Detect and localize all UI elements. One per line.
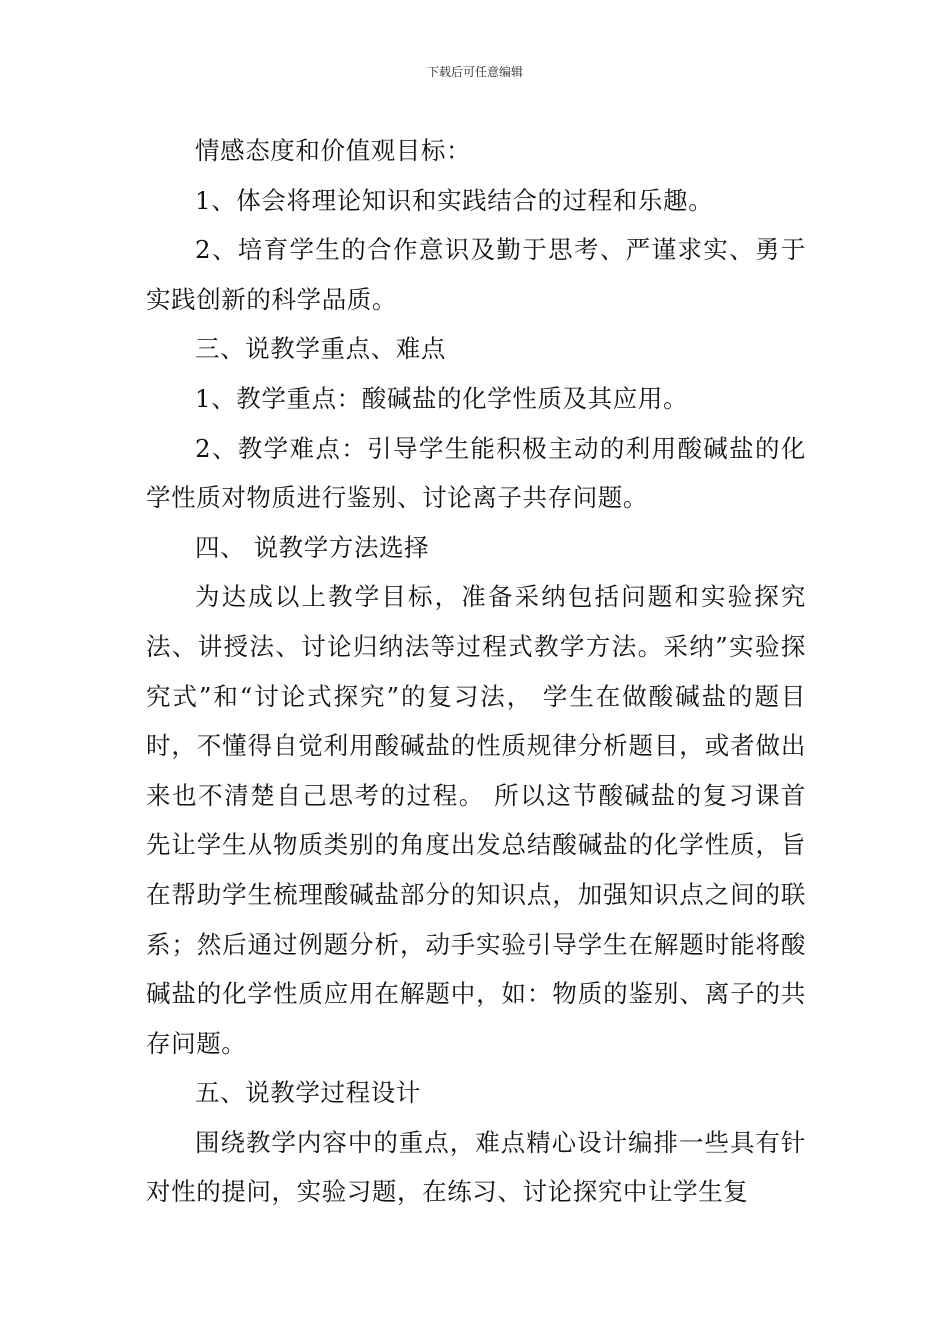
section-heading-key-points: 三、说教学重点、难点 xyxy=(195,334,446,364)
paragraph-difficult-point: 2、教学难点：引导学生能积极主动的利用酸碱盐的化学性质对物质进行鉴别、讨论离子共存问题。 xyxy=(146,433,806,513)
paragraph-methods: 为达成以上教学目标，准备采纳包括问题和实验探究法、讲授法、讨论归纳法等过程式教学方法。采纳”实验探究式”和“讨论式探究”的复习法， 学生在做酸碱盐的题目时，不懂得自觉利用酸碱盐的性质规律分析题目，或者做出来也不清楚自己思考的过程。 所以这节酸碱盐的复习课首先让学生从物质类别的角度出发总结酸碱盐的化学性质，旨在帮助学生梳理酸碱盐部分的知识点，加强知识点之间的联系；然后通过例题分析，动手实验引导学生在解题时能将酸碱盐的化学性质应用在解题中，如：物质的鉴别、离子的共存问题。 xyxy=(146,582,806,1058)
document-body xyxy=(146,126,806,1217)
paragraph-key-point: 1、教学重点：酸碱盐的化学性质及其应用。 xyxy=(195,383,689,413)
paragraph-goal-1: 1、体会将理论知识和实践结合的过程和乐趣。 xyxy=(195,185,714,215)
section-heading-methods: 四、 说教学方法选择 xyxy=(195,532,430,562)
page-header-note: 下载后可任意编辑 xyxy=(426,65,523,79)
paragraph-goal-2: 2、培育学生的合作意识及勤于思考、严谨求实、勇于实践创新的科学品质。 xyxy=(146,235,806,314)
paragraph-process: 围绕教学内容中的重点，难点精心设计编排一些具有针对性的提问，实验习题，在练习、讨论探究中让学生复 xyxy=(146,1127,806,1207)
paragraph-attitude-goals: 情感态度和价值观目标： xyxy=(195,136,472,165)
section-heading-process: 五、说教学过程设计 xyxy=(195,1078,421,1108)
